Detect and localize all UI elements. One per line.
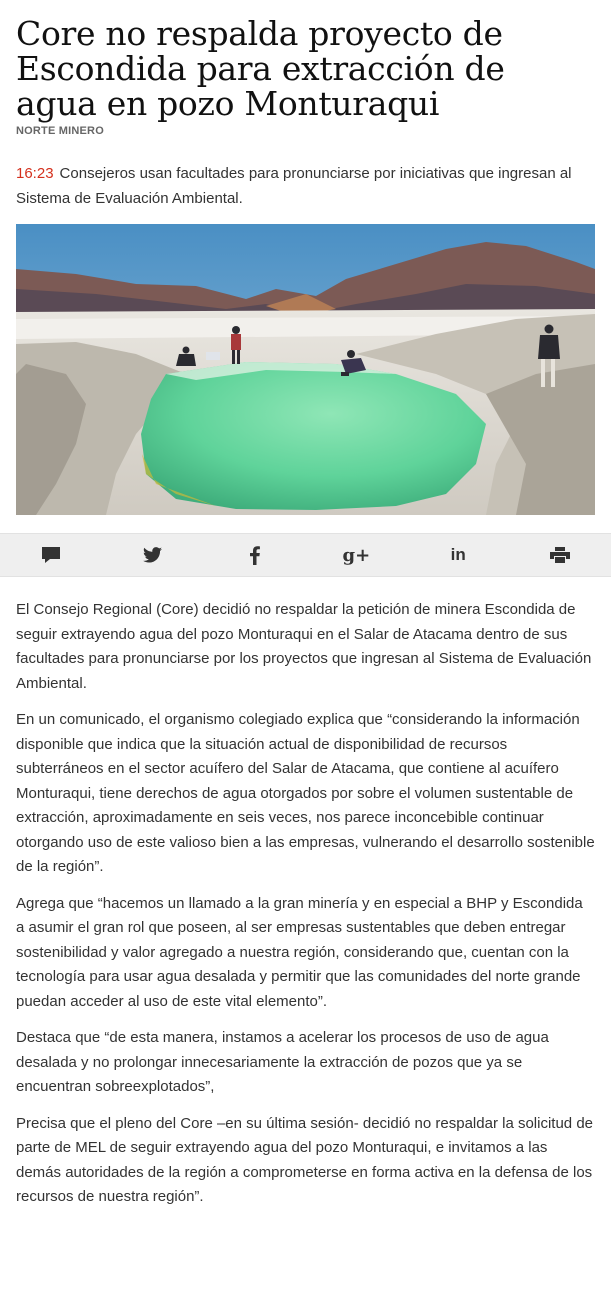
twitter-icon bbox=[143, 547, 162, 563]
facebook-icon bbox=[250, 546, 260, 565]
paragraph: El Consejo Regional (Core) decidió no respaldar la petición de minera Escondida de seguir extrayendo agua del pozo Monturaqui en el Salar de Atacama dentro de sus facultades para pronunciarse por los proyectos que ingresan al Sistema de Evaluación Ambiental. bbox=[16, 601, 592, 692]
comment-button[interactable] bbox=[21, 535, 81, 575]
linkedin-icon: in bbox=[450, 545, 466, 564]
paragraph: En un comunicado, el organismo colegiado explica que “considerando la información disponible que indica que la situación actual de disponibilidad de recursos subterráneos en el sector acuífero del Salar de Atacama, que contiene al acuífero Monturaqui, tiene derechos de agua otorgados por sobre el volumen sustentable de extracción, aproximadamente en seis veces, nos parece inconcebible continuar otorgando uso de este valioso bien a las empresas, vulnerando el desarrollo sostenible de la región”. bbox=[16, 711, 595, 875]
twitter-share-button[interactable] bbox=[123, 535, 183, 575]
paragraph: Destaca que “de esta manera, instamos a acelerar los procesos de uso de agua desalada y no prolongar innecesariamente la extracción de pozos que ya se encuentran sobreexplotados”, bbox=[16, 1029, 549, 1095]
paragraph: Agrega que “hacemos un llamado a la gran minería y en especial a BHP y Escondida a asumir el gran rol que poseen, al ser empresas sustentables que deben entregar sostenibilidad y valor agregado a nuestra región, considerando que, cuentan con la tecnología para usar agua desalada y permitir que las comunidades del norte grande puedan acceder al uso de este vital elemento”. bbox=[16, 894, 583, 1010]
paragraph: Precisa que el pleno del Core –en su última sesión- decidió no respaldar la solicitud de parte de MEL de seguir extrayendo agua del pozo Monturaqui, e invitamos a las demás autoridades de la región a comprometerse en forma activa en la defensa de los recursos de nuestra región”. bbox=[16, 1114, 594, 1205]
article-headline: Core no respalda proyecto de Escondida para extracción de agua en pozo Monturaqui bbox=[16, 14, 505, 123]
linkedin-share-button[interactable] bbox=[428, 535, 488, 575]
comment-icon bbox=[41, 546, 61, 564]
article-header bbox=[0, 16, 611, 515]
share-bar bbox=[0, 533, 611, 577]
section-label[interactable]: NORTE MINERO bbox=[16, 125, 104, 137]
google-plus-share-button[interactable] bbox=[326, 535, 386, 575]
print-button[interactable] bbox=[530, 535, 590, 575]
print-icon bbox=[550, 547, 570, 563]
lead-text: Consejeros usan facultades para pronunciarse por iniciativas que ingresan al Sistema de Evaluación Ambiental. bbox=[16, 165, 572, 207]
google-plus-icon: g+ bbox=[342, 544, 371, 566]
facebook-share-button[interactable] bbox=[225, 535, 285, 575]
article-lead bbox=[16, 161, 595, 211]
article-photo bbox=[16, 224, 595, 515]
article-body bbox=[0, 598, 611, 1210]
publish-time: 16:23 bbox=[16, 165, 54, 182]
